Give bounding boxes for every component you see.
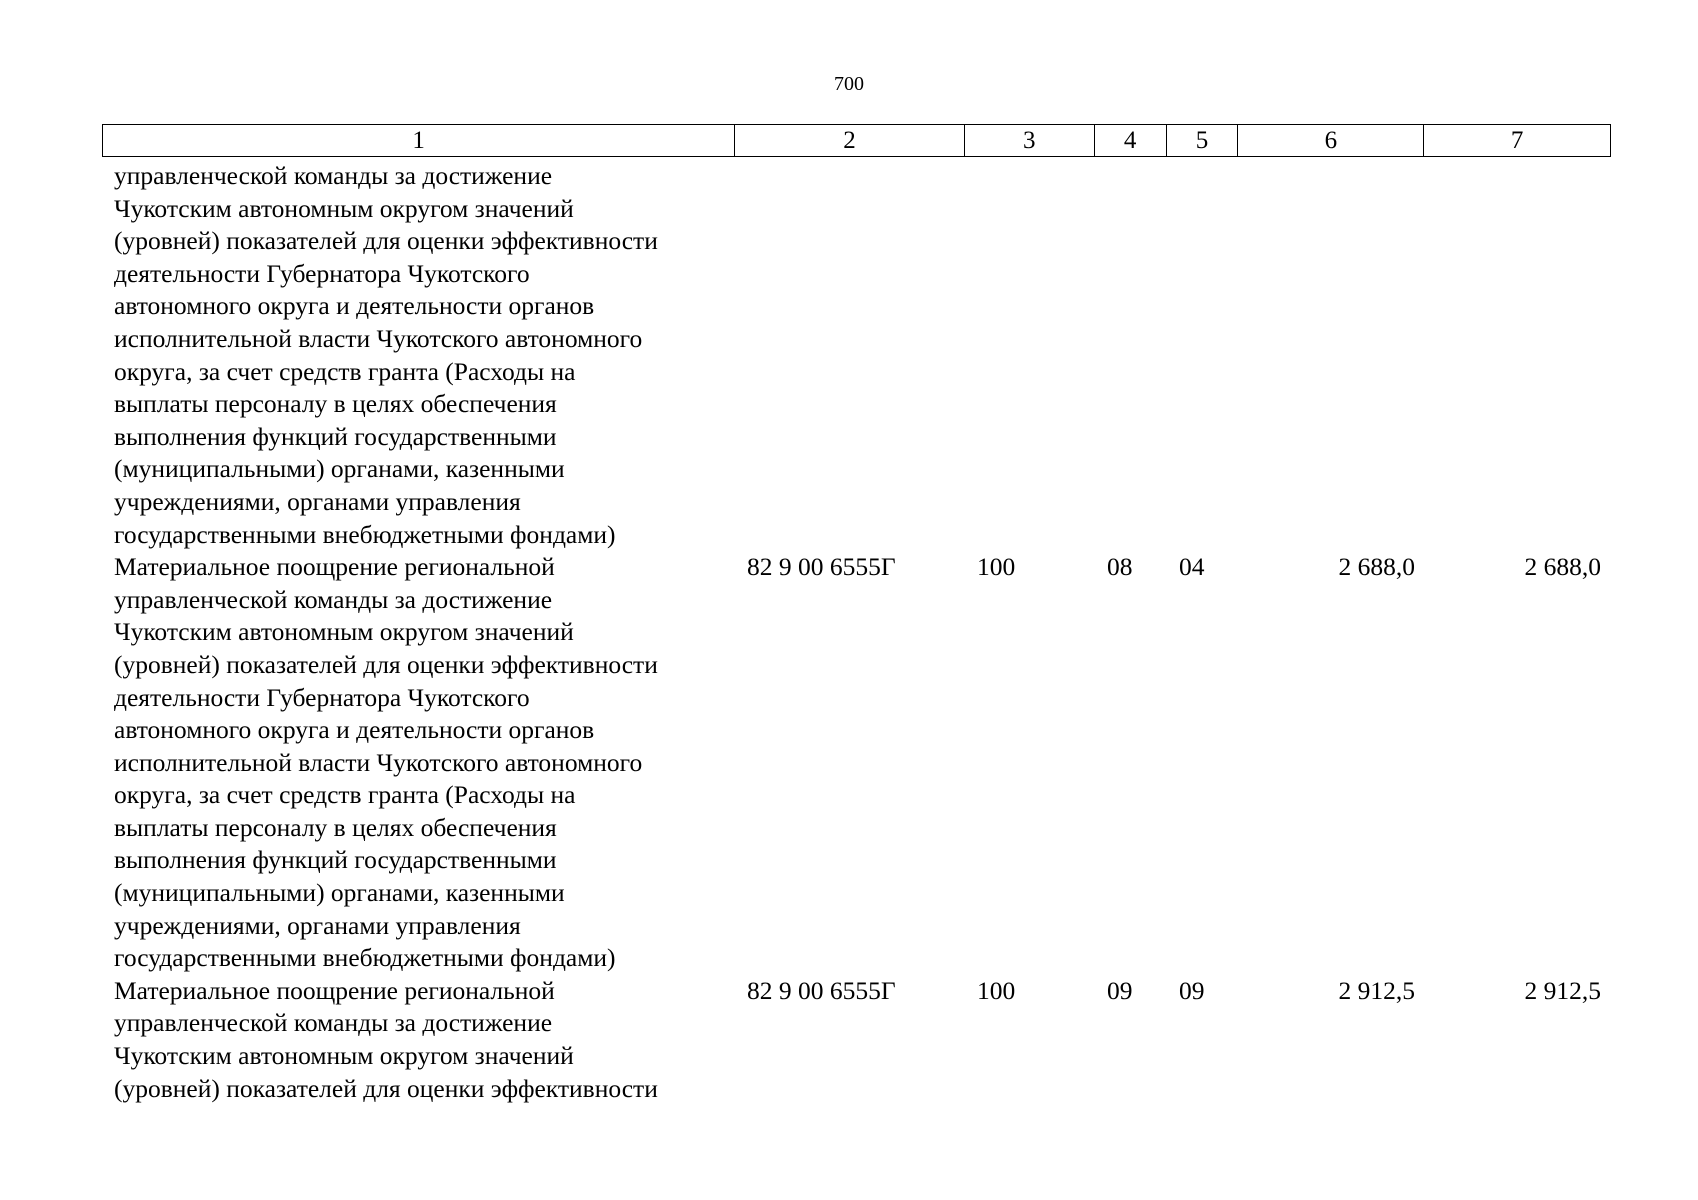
table-row bbox=[102, 160, 1611, 551]
row-description bbox=[102, 160, 735, 551]
description-line: учреждениями, органами управления bbox=[114, 910, 521, 940]
description-line: (уровней) показателей для оценки эффективности bbox=[114, 1073, 658, 1103]
row-sum-2: 2 688,0 bbox=[1524, 552, 1601, 582]
description-line: управленческой команды за достижение bbox=[114, 161, 553, 190]
row-subsection: 04 bbox=[1179, 552, 1205, 582]
header-col-6: 6 bbox=[1238, 125, 1424, 156]
description-line: управленческой команды за достижение bbox=[114, 584, 553, 614]
description-line: выплаты персоналу в целях обеспечения bbox=[114, 812, 557, 842]
header-col-2: 2 bbox=[735, 125, 965, 156]
description-line: (муниципальными) органами, казенными bbox=[114, 454, 565, 484]
description-line: государственными внебюджетными фондами) bbox=[114, 519, 616, 549]
description-line: деятельности Губернатора Чукотского bbox=[114, 258, 530, 288]
description-line: (уровней) показателей для оценки эффективности bbox=[114, 649, 658, 679]
description-line: Материальное поощрение региональной bbox=[114, 552, 555, 582]
description-line: Материальное поощрение региональной bbox=[114, 975, 555, 1005]
header-col-1: 1 bbox=[103, 125, 735, 156]
row-expense-type bbox=[965, 160, 1095, 551]
row-sum-1: 2 688,0 bbox=[1338, 552, 1415, 582]
header-col-7: 7 bbox=[1510, 127, 1524, 154]
row-section bbox=[1095, 160, 1167, 551]
description-line: выполнения функций государственными bbox=[114, 845, 557, 875]
description-line: автономного округа и деятельности органов bbox=[114, 291, 595, 321]
description-line: учреждениями, органами управления bbox=[114, 486, 521, 516]
row-subsection: 09 bbox=[1179, 975, 1205, 1005]
page-number: 700 bbox=[834, 73, 864, 95]
header-col-4: 4 bbox=[1095, 125, 1167, 156]
row-sum-1 bbox=[1239, 160, 1425, 551]
table-body bbox=[102, 160, 1611, 1105]
row-code: 82 9 00 6555Г bbox=[747, 552, 896, 582]
description-line: Чукотским автономным округом значений bbox=[114, 1041, 574, 1071]
row-section: 08 bbox=[1107, 552, 1133, 582]
header-col-5: 5 bbox=[1167, 125, 1239, 156]
row-sum-2: 2 912,5 bbox=[1524, 975, 1601, 1005]
row-subsection bbox=[1167, 160, 1239, 551]
description-line: управленческой команды за достижение bbox=[114, 1008, 553, 1038]
row-code: 82 9 00 6555Г bbox=[747, 975, 896, 1005]
description-line: исполнительной власти Чукотского автономного bbox=[114, 323, 643, 353]
description-line: Чукотским автономным округом значений bbox=[114, 193, 574, 223]
description-line: округа, за счет средств гранта (Расходы на bbox=[114, 356, 576, 386]
description-line: автономного округа и деятельности органов bbox=[114, 715, 595, 745]
description-line: (уровней) показателей для оценки эффективности bbox=[114, 226, 658, 256]
row-sum-2 bbox=[1425, 160, 1611, 551]
description-line: государственными внебюджетными фондами) bbox=[114, 943, 616, 973]
description-line: округа, за счет средств гранта (Расходы на bbox=[114, 780, 576, 810]
table-row bbox=[102, 975, 1611, 1105]
description-line: исполнительной власти Чукотского автономного bbox=[114, 747, 643, 777]
description-line: деятельности Губернатора Чукотского bbox=[114, 682, 530, 712]
table-row bbox=[102, 551, 1611, 975]
description-line: (муниципальными) органами, казенными bbox=[114, 878, 565, 908]
row-expense-type: 100 bbox=[977, 552, 1016, 582]
row-section: 09 bbox=[1107, 975, 1133, 1005]
row-expense-type: 100 bbox=[977, 975, 1016, 1005]
description-line: выполнения функций государственными bbox=[114, 421, 557, 451]
row-sum-1: 2 912,5 bbox=[1338, 975, 1415, 1005]
table-header bbox=[102, 124, 1611, 157]
header-col-3: 3 bbox=[965, 125, 1095, 156]
row-code bbox=[735, 160, 965, 551]
row-description bbox=[102, 975, 735, 1105]
description-line: Чукотским автономным округом значений bbox=[114, 617, 574, 647]
description-line: выплаты персоналу в целях обеспечения bbox=[114, 389, 557, 419]
row-description bbox=[102, 551, 735, 975]
